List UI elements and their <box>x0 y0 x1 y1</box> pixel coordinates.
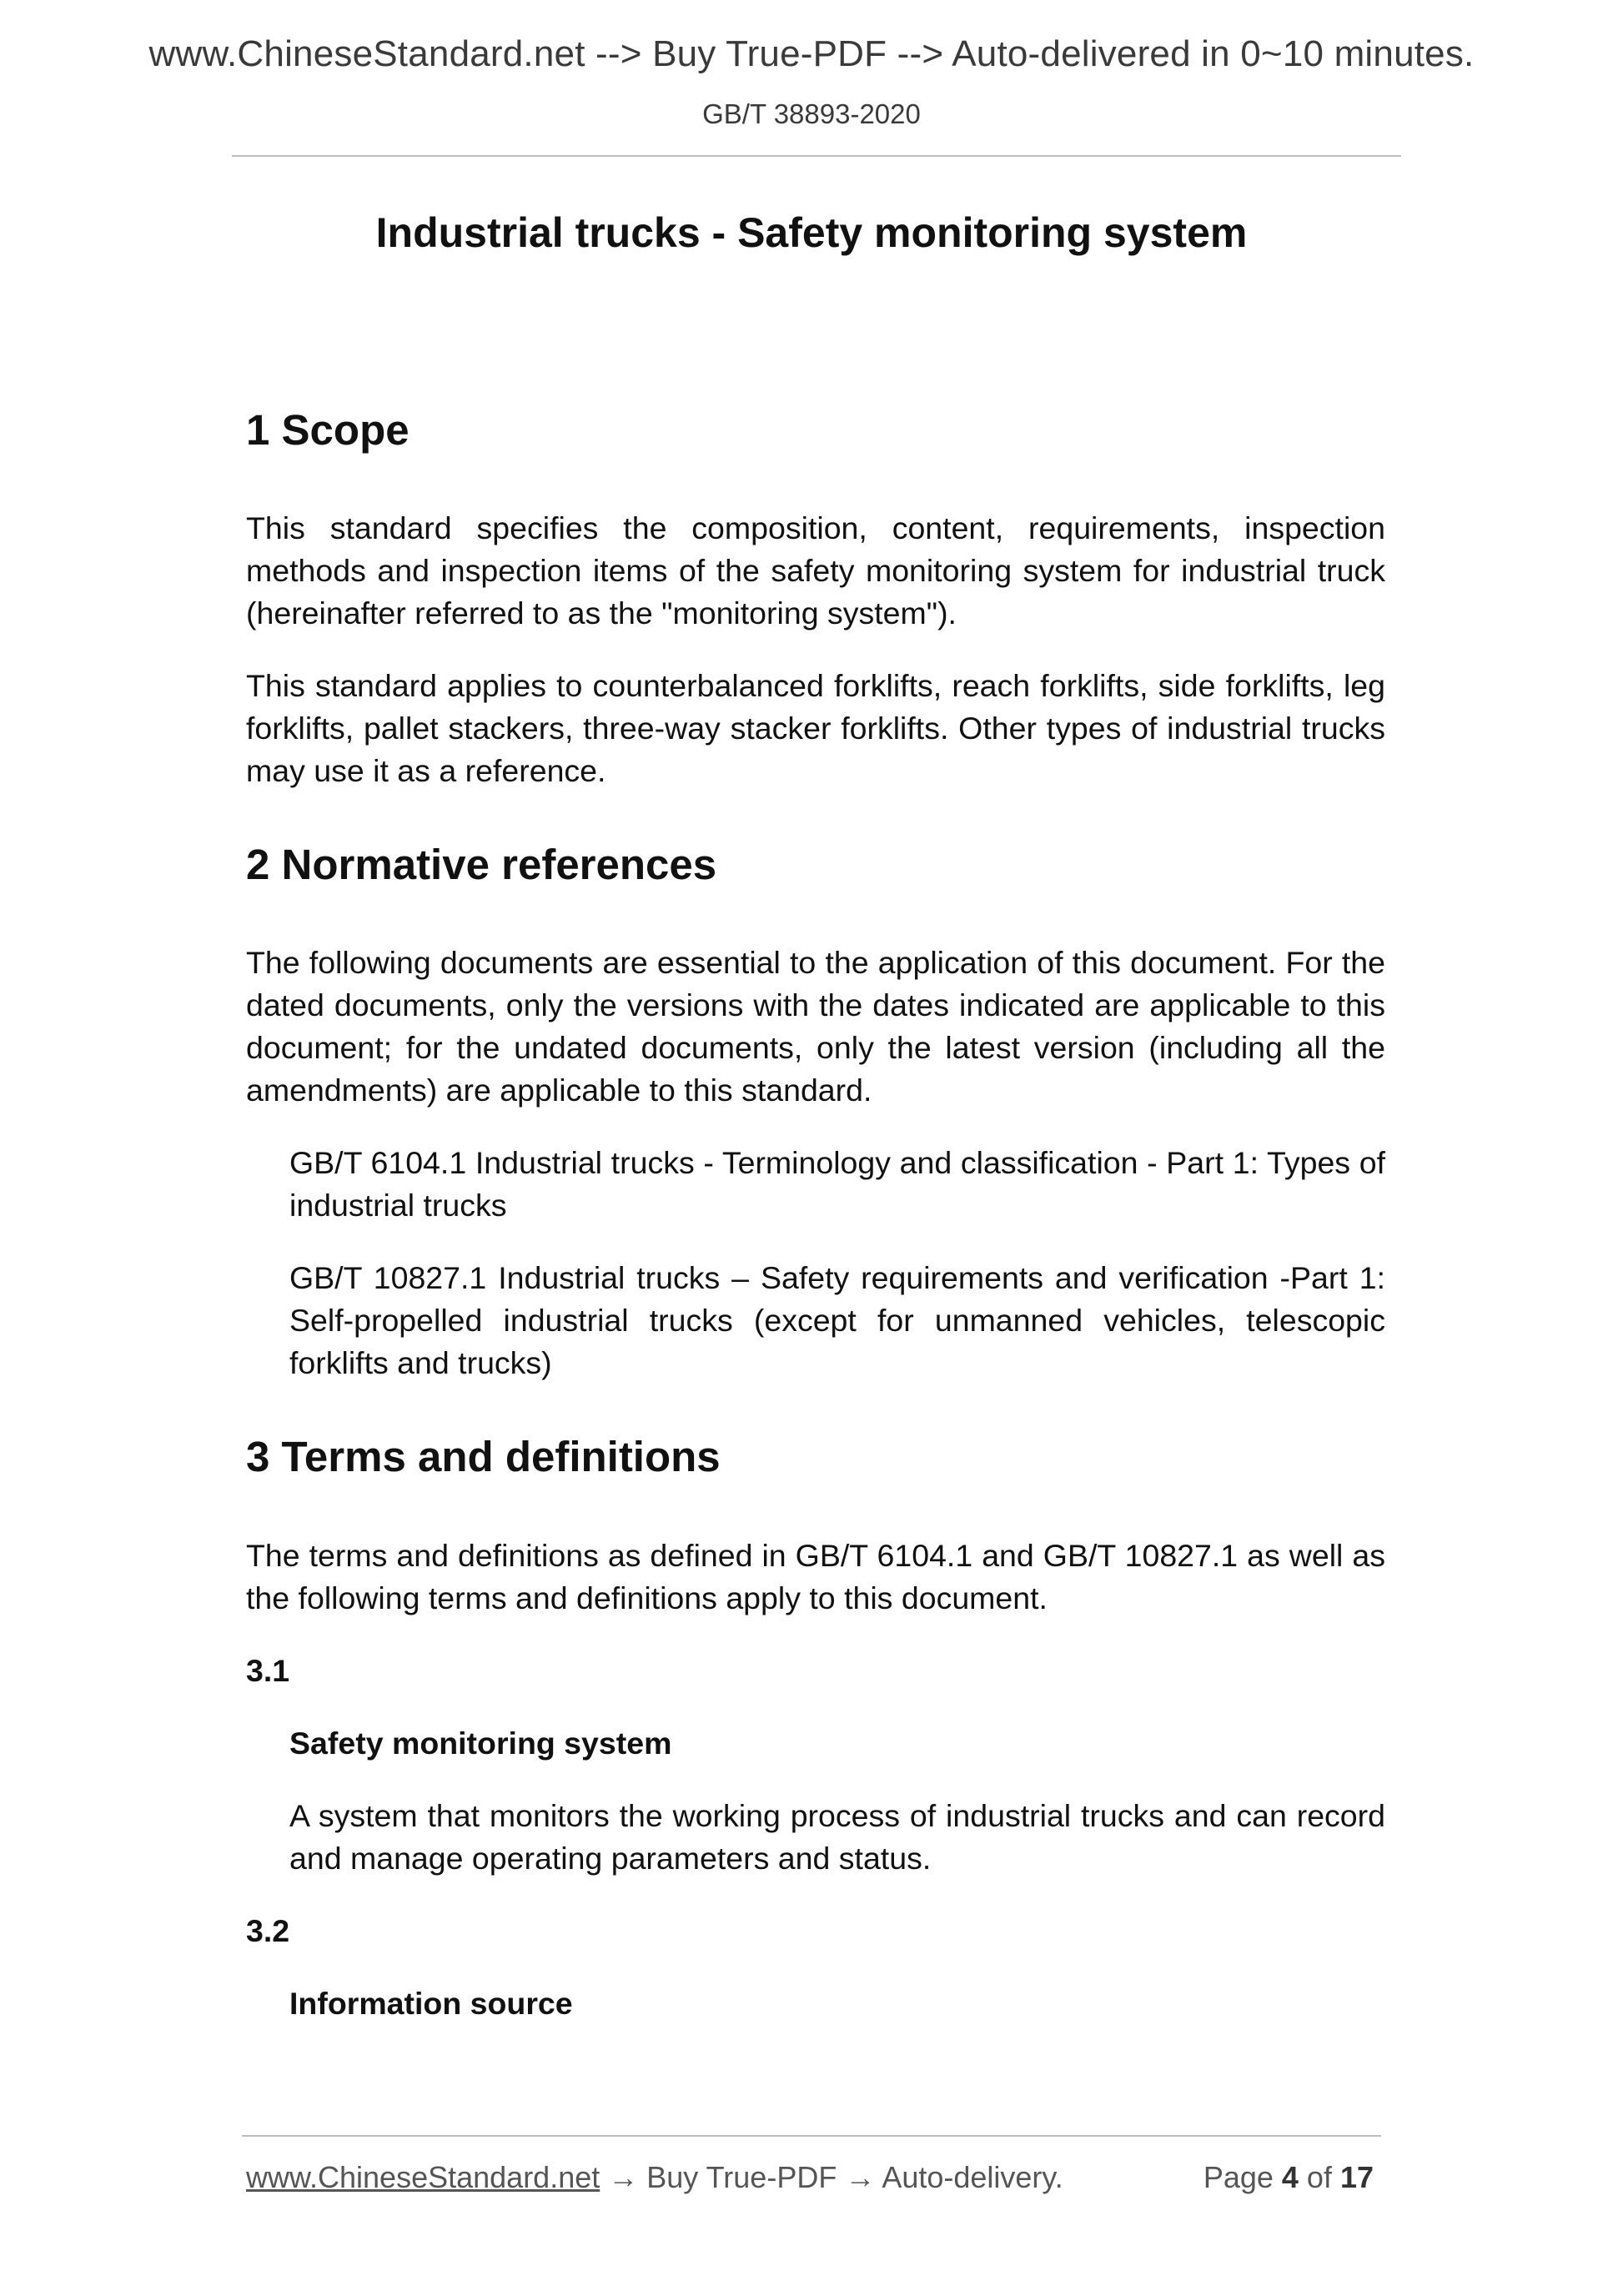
terms-paragraph: The terms and definitions as defined in GB/T 6104.1 and GB/T 10827.1 as well as the following terms and definitions apply to this document. <box>246 1537 1385 1615</box>
section-heading-scope: 1 Scope <box>246 406 410 454</box>
term-definition: A system that monitors the working process of industrial trucks and can record and manage operating parameters and status. <box>289 1797 1385 1876</box>
page-footer <box>246 2160 1374 2195</box>
footer-tagline: → Buy True-PDF → Auto-delivery. <box>600 2160 1063 2194</box>
clause-number: 3.2 <box>246 1912 290 1948</box>
standard-code: GB/T 38893-2020 <box>702 98 921 129</box>
page-number: 4 <box>1281 2160 1299 2194</box>
clause-number: 3.1 <box>246 1652 290 1688</box>
document-title: Industrial trucks - Safety monitoring system <box>375 209 1248 256</box>
normative-reference-item: GB/T 10827.1 Industrial trucks – Safety requirements and verification -Part 1: Self-propelled industrial trucks (except for unmanned vehicles, telescopic forklifts and trucks) <box>289 1260 1385 1381</box>
term-title: Information source <box>289 1985 573 2021</box>
footer-website-link[interactable]: www.ChineseStandard.net <box>246 2160 600 2194</box>
page-indicator <box>1203 2160 1374 2195</box>
footer-divider <box>242 2135 1381 2137</box>
document-body <box>246 404 1385 2055</box>
normative-paragraph: The following documents are essential to the application of this document. For the dated documents, only the versions with the dates indicated are applicable to this document; for the undated documents, only the latest version (including all the amendments) are applicable to this standard. <box>246 945 1385 1108</box>
scope-paragraph-1: This standard specifies the composition, content, requirements, inspection methods and inspection items of the safety monitoring system for industrial truck (hereinafter referred to as the "monitoring system"). <box>246 510 1385 631</box>
page-prefix: Page <box>1203 2160 1282 2194</box>
page-of: of <box>1298 2160 1340 2194</box>
normative-reference-item: GB/T 6104.1 Industrial trucks - Terminology and classification - Part 1: Types of industrial trucks <box>289 1145 1385 1223</box>
section-heading-normative-references: 2 Normative references <box>246 841 717 889</box>
page-total: 17 <box>1339 2160 1374 2194</box>
section-heading-terms: 3 Terms and definitions <box>246 1433 721 1481</box>
header-divider <box>232 155 1401 157</box>
header-banner: www.ChineseStandard.net --> Buy True-PDF --> Auto-delivered in 0~10 minutes. <box>148 33 1475 74</box>
scope-paragraph-2: This standard applies to counterbalanced forklifts, reach forklifts, side forklifts, leg forklifts, pallet stackers, three-way stacker forklifts. Other types of industrial trucks may use it as a reference. <box>246 668 1385 789</box>
term-title: Safety monitoring system <box>289 1725 672 1761</box>
